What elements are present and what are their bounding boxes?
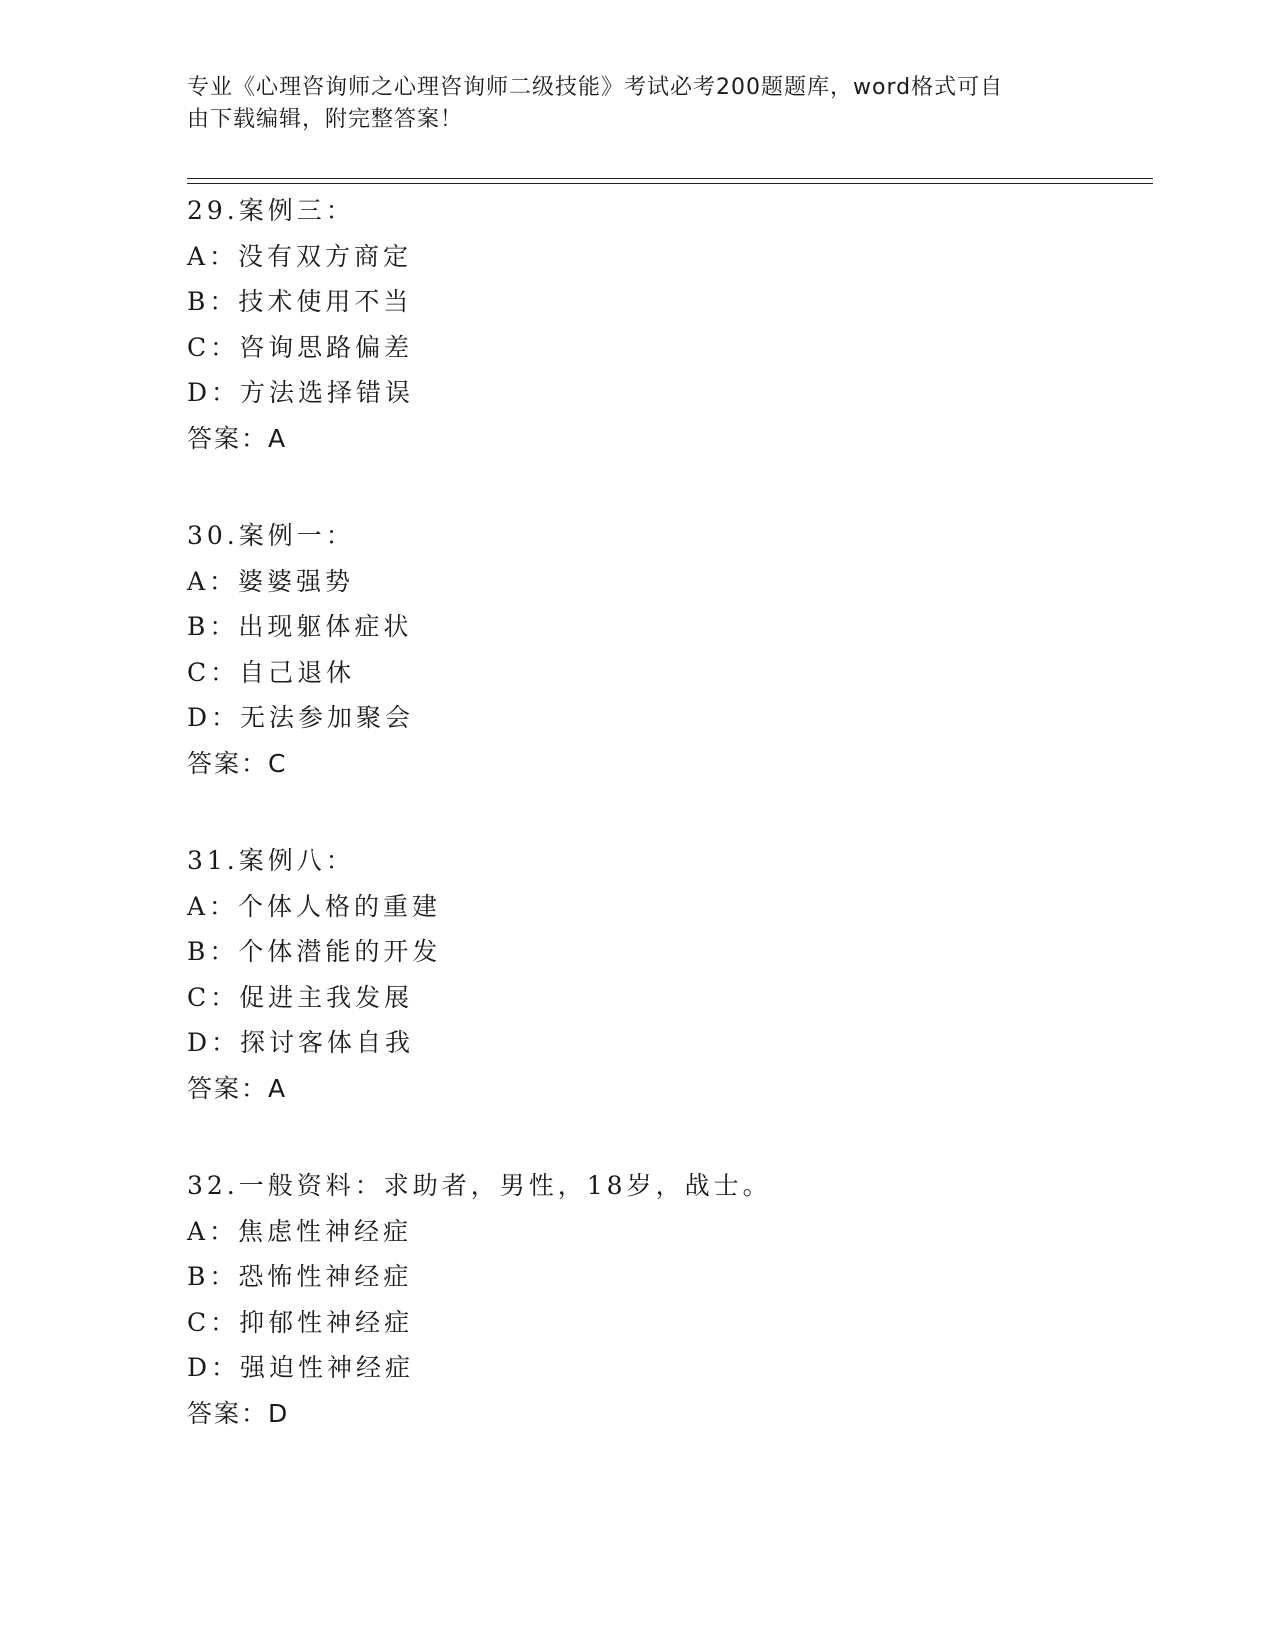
option-b: B：出现躯体症状 <box>187 612 413 641</box>
header-divider-top <box>187 178 1153 179</box>
question-31 <box>187 838 1147 1111</box>
question-stem: 32.一般资料：求助者，男性，18岁，战士。 <box>187 1171 772 1200</box>
question-32 <box>187 1163 1147 1436</box>
option-d: D：强迫性神经症 <box>187 1353 415 1382</box>
option-b: B：恐怖性神经症 <box>187 1262 413 1291</box>
option-c: C：抑郁性神经症 <box>187 1307 414 1337</box>
header-line-2: 由下载编辑，附完整答案！ <box>187 107 464 132</box>
answer-line: 答案：A <box>187 423 288 453</box>
option-a: A：没有双方商定 <box>187 241 413 271</box>
option-d: D：方法选择错误 <box>187 378 415 407</box>
option-c: C：促进主我发展 <box>187 982 414 1012</box>
option-c: C：咨询思路偏差 <box>187 332 414 362</box>
question-list <box>187 188 1147 1488</box>
question-29 <box>187 188 1147 461</box>
option-a: A：婆婆强势 <box>187 566 355 596</box>
question-stem: 29.案例三： <box>187 196 355 225</box>
option-b: B：技术使用不当 <box>187 287 413 316</box>
header-line-1: 专业《心理咨询师之心理咨询师二级技能》考试必考200题题库，word格式可自 <box>187 75 1004 100</box>
option-c: C：自己退休 <box>187 657 356 687</box>
option-a: A：个体人格的重建 <box>187 891 442 921</box>
option-d: D：无法参加聚会 <box>187 703 415 732</box>
option-d: D：探讨客体自我 <box>187 1028 415 1057</box>
question-30 <box>187 513 1147 786</box>
question-stem: 31.案例八： <box>187 846 355 875</box>
answer-line: 答案：D <box>187 1398 290 1428</box>
option-a: A：焦虑性神经症 <box>187 1216 413 1246</box>
option-b: B：个体潜能的开发 <box>187 937 442 966</box>
document-header <box>187 72 1067 136</box>
question-stem: 30.案例一： <box>187 521 355 550</box>
answer-line: 答案：A <box>187 1073 288 1103</box>
answer-line: 答案：C <box>187 748 288 778</box>
header-divider-bottom <box>187 183 1153 184</box>
